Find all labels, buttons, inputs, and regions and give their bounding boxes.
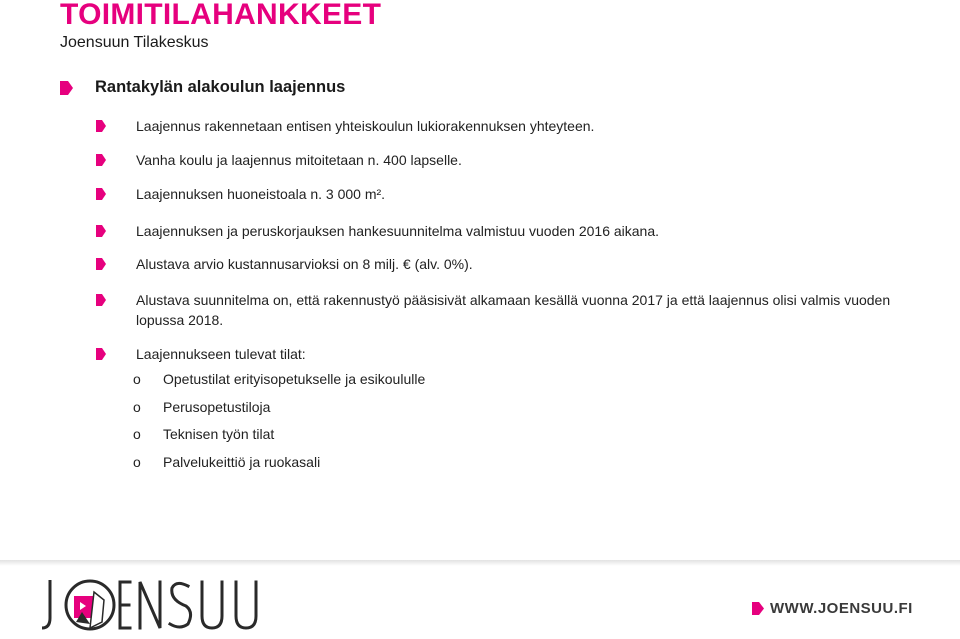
list-item xyxy=(96,116,926,136)
joensuu-crest-logo-icon xyxy=(40,578,260,634)
sub-list-item-text: Teknisen työn tilat xyxy=(163,426,275,442)
list-item xyxy=(96,184,926,204)
sub-list-marker: o xyxy=(133,426,141,442)
pink-tab-bullet-icon xyxy=(60,81,73,95)
list-item-text: Laajennuksen huoneistoala n. 3 000 m². xyxy=(136,186,386,202)
sub-list-item xyxy=(133,399,270,415)
sub-list-marker: o xyxy=(133,371,141,387)
sub-list-marker: o xyxy=(133,454,141,470)
list-item xyxy=(96,150,926,170)
pink-tab-bullet-icon xyxy=(96,154,106,166)
footer-divider xyxy=(0,560,960,566)
pink-tab-bullet-icon xyxy=(96,120,106,132)
website-text: WWW.JOENSUU.FI xyxy=(770,600,913,617)
list-item xyxy=(96,221,926,241)
pink-tab-bullet-icon xyxy=(96,258,106,270)
page-title: TOIMITILAHANKKEET xyxy=(60,0,382,31)
joensuu-logo xyxy=(40,578,260,639)
list-item-text: Alustava suunnitelma on, että rakennustyö pääsisivät alkamaan kesällä vuonna 2017 ja että laajennus olisi valmis vuoden lopussa 2018. xyxy=(136,292,891,328)
list-item xyxy=(96,344,926,364)
sub-list-item-text: Opetustilat erityisopetukselle ja esikoululle xyxy=(163,371,426,387)
sub-list-item xyxy=(133,371,425,387)
list-item xyxy=(96,290,926,330)
pink-tab-bullet-icon xyxy=(752,602,764,615)
list-item-text: Laajennukseen tulevat tilat: xyxy=(136,346,306,362)
website-link[interactable] xyxy=(752,600,913,617)
list-item-text: Laajennuksen ja peruskorjauksen hankesuunnitelma valmistuu vuoden 2016 aikana. xyxy=(136,223,660,239)
sub-list-item xyxy=(133,454,320,470)
section-heading-text: Rantakylän alakoulun laajennus xyxy=(95,78,346,96)
list-item-text: Alustava arvio kustannusarvioksi on 8 milj. € (alv. 0%). xyxy=(136,256,473,272)
pink-tab-bullet-icon xyxy=(96,348,106,360)
pink-tab-bullet-icon xyxy=(96,294,106,306)
sub-list-item-text: Perusopetustiloja xyxy=(163,399,271,415)
sub-list-marker: o xyxy=(133,399,141,415)
sub-list-item-text: Palvelukeittiö ja ruokasali xyxy=(163,454,321,470)
page-subtitle: Joensuun Tilakeskus xyxy=(60,34,209,51)
list-item xyxy=(96,254,926,274)
pink-tab-bullet-icon xyxy=(96,225,106,237)
list-item-text: Laajennus rakennetaan entisen yhteiskoulun lukiorakennuksen yhteyteen. xyxy=(136,118,595,134)
pink-tab-bullet-icon xyxy=(96,188,106,200)
sub-list-item xyxy=(133,426,274,442)
list-item-text: Vanha koulu ja laajennus mitoitetaan n. 400 lapselle. xyxy=(136,152,462,168)
section-heading xyxy=(60,78,345,97)
